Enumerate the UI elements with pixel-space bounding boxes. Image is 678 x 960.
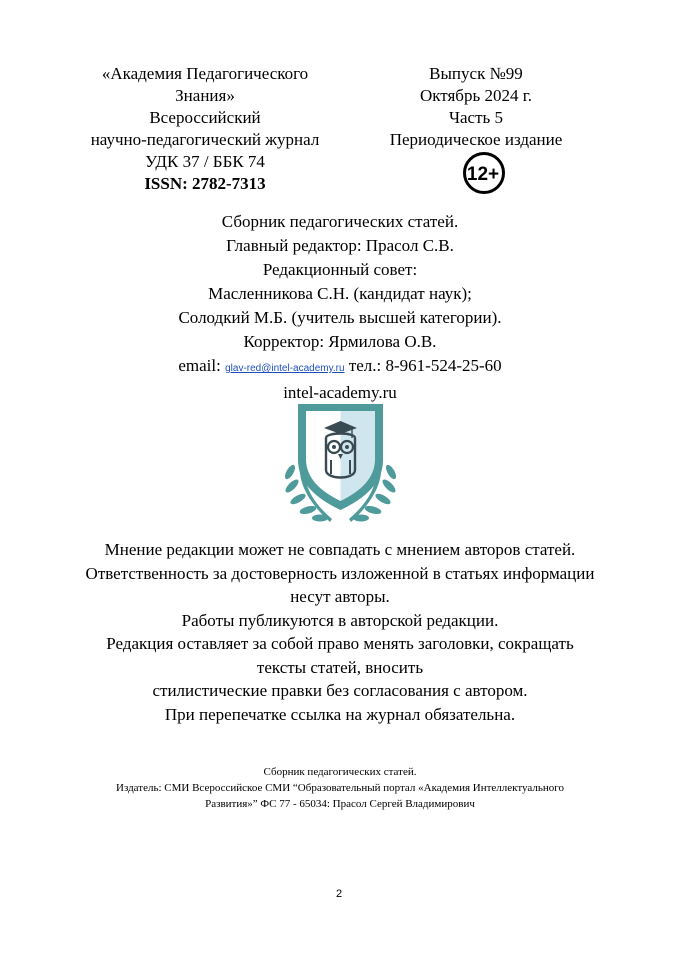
proofreader: Корректор: Ярмилова О.В. — [243, 332, 437, 351]
journal-type-line: научно-педагогический журнал — [90, 130, 320, 149]
udk-line: УДК 37 / ББК 74 — [145, 152, 265, 171]
publisher-footer — [60, 764, 620, 812]
owl-shield-logo-icon — [268, 402, 413, 532]
journal-title-line: «Академия Педагогического — [101, 64, 309, 83]
disclaimer-line: несут авторы. — [290, 587, 390, 606]
board-member: Масленникова С.Н. (кандидат наук); — [208, 284, 472, 303]
age-rating-badge — [462, 151, 506, 195]
journal-type-line: Всероссийский — [149, 108, 261, 127]
disclaimer-line: стилистические правки без согласования с автором. — [152, 681, 528, 700]
issn-line: ISSN: 2782-7313 — [144, 174, 266, 193]
disclaimer-line: Ответственность за достоверность изложенной в статьях информации — [85, 563, 595, 583]
issue-periodical: Периодическое издание — [389, 130, 563, 149]
email-link[interactable]: glav-red@intel-academy.ru — [225, 363, 345, 374]
disclaimer-line: Мнение редакции может не совпадать с мнением авторов статей. — [104, 540, 576, 559]
issue-info-block — [370, 63, 582, 151]
website: intel-academy.ru — [283, 383, 397, 402]
disclaimer-line: При перепечатке ссылка на журнал обязательна. — [164, 704, 516, 724]
disclaimer-line: Редакция оставляет за собой право менять заголовки, сокращать — [106, 634, 574, 653]
disclaimer-block — [40, 538, 640, 726]
editorial-block — [40, 210, 640, 405]
editorial-board-heading: Редакционный совет: — [262, 260, 418, 279]
footer-line: Издатель: СМИ Всероссийское СМИ “Образовательный портал «Академия Интеллектуального — [116, 782, 564, 794]
contacts-line — [40, 354, 640, 381]
chief-editor: Главный редактор: Прасол С.В. — [226, 236, 454, 255]
footer-line: Сборник педагогических статей. — [263, 766, 417, 778]
disclaimer-line: тексты статей, вносить — [256, 657, 424, 677]
journal-title-block — [60, 63, 350, 195]
journal-title-line: Знания» — [175, 86, 235, 105]
phone: тел.: 8-961-524-25-60 — [348, 356, 502, 375]
disclaimer-line: Работы публикуются в авторской редакции. — [181, 610, 499, 630]
board-member: Солодкий М.Б. (учитель высшей категории). — [178, 308, 502, 327]
issue-date: Октябрь 2024 г. — [419, 86, 533, 105]
issue-number: Выпуск №99 — [429, 64, 523, 83]
email-label: email: — [178, 356, 221, 375]
footer-line: Развития»” ФС 77 - 65034: Прасол Сергей Владимирович — [205, 798, 475, 810]
collection-title: Сборник педагогических статей. — [221, 212, 459, 231]
issue-part: Часть 5 — [448, 108, 504, 127]
age-rating-text: 12+ — [466, 164, 500, 185]
page-number: 2 — [335, 888, 343, 900]
